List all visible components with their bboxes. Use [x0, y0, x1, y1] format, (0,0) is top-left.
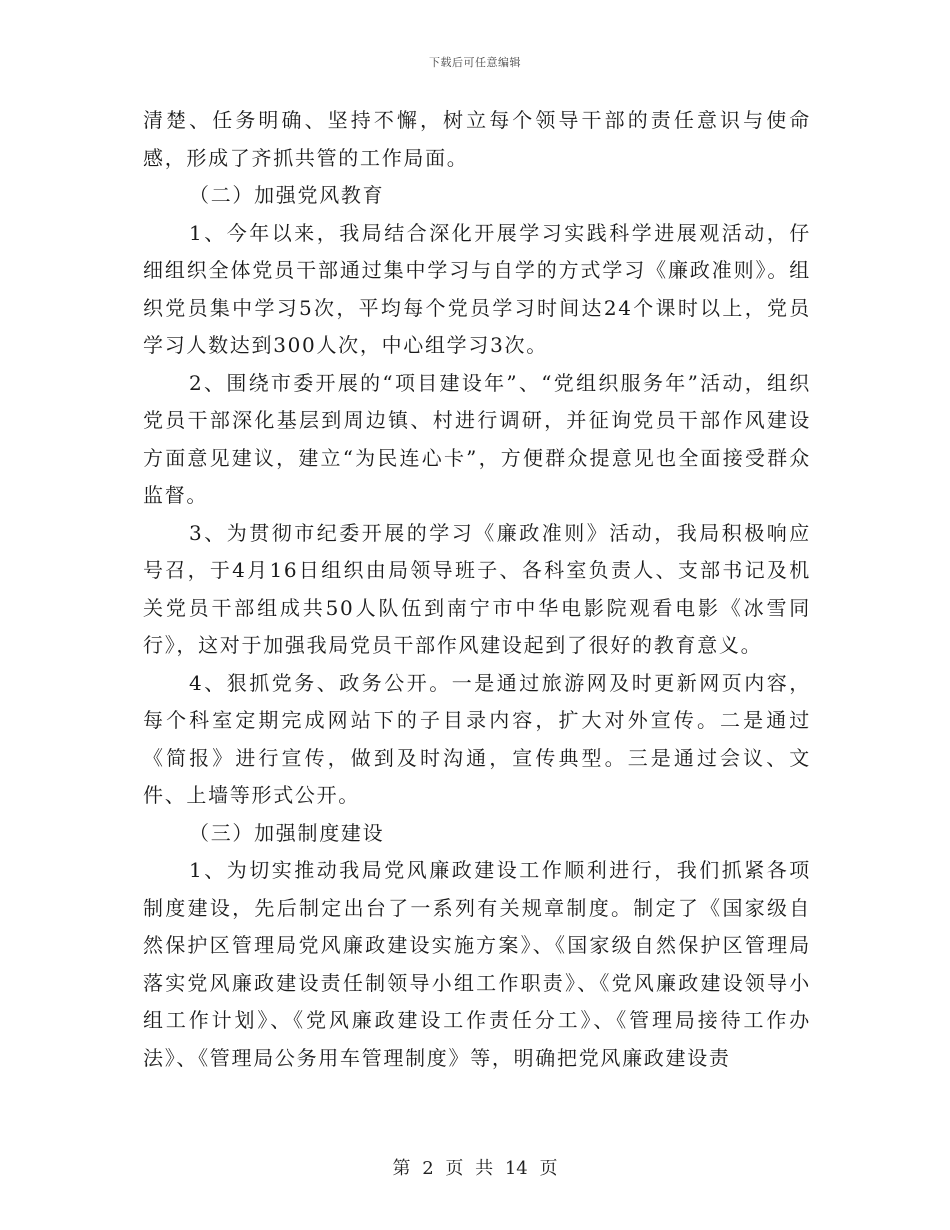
paragraph-item-2: 2、围绕市委开展的“项目建设年”、“党组织服务年”活动，组织党员干部深化基层到周边镇、村进行调研，并征询党员干部作风建设方面意见建议，建立“为民连心卡”，方便群众提意见也全面接受群众监督。: [143, 370, 811, 507]
paragraph-continuation: 清楚、任务明确、坚持不懈，树立每个领导干部的责任意识与使命感，形成了齐抓共管的工作局面。: [143, 108, 811, 170]
section-heading-party-education: （二）加强党风教育: [189, 183, 385, 207]
page-header-note: 下载后可任意编辑: [429, 56, 521, 69]
paragraph-item-3: 3、为贯彻市纪委开展的学习《廉政准则》活动，我局积极响应号召，于4月16日组织由局领导班子、各科室负责人、支部书记及机关党员干部组成共50人队伍到南宁市中华电影院观看电影《冰雪同行》，这对于加强我局党员干部作风建设起到了很好的教育意义。: [143, 520, 811, 657]
page-number: 第 2 页 共 14 页: [392, 1158, 558, 1179]
paragraph-item-1: 1、今年以来，我局结合深化开展学习实践科学进展观活动，仔细组织全体党员干部通过集中学习与自学的方式学习《廉政准则》。组织党员集中学习5次，平均每个党员学习时间达24个课时以上，党员学习人数达到300人次，中心组学习3次。: [143, 220, 811, 357]
paragraph-item-5: 1、为切实推动我局党风廉政建设工作顺利进行，我们抓紧各项制度建设，先后制定出台了一系列有关规章制度。制定了《国家级自然保护区管理局党风廉政建设实施方案》、《国家级自然保护区管理局落实党风廉政建设责任制领导小组工作职责》、《党风廉政建设领导小组工作计划》、《党风廉政建设工作责任分工》、《管理局接待工作办法》、《管理局公务用车管理制度》等，明确把党风廉政建设责: [143, 858, 811, 1070]
section-heading-system-building: （三）加强制度建设: [189, 820, 385, 845]
document-body: [143, 102, 811, 1077]
paragraph-item-4: 4、狠抓党务、政务公开。一是通过旅游网及时更新网页内容，每个科室定期完成网站下的子目录内容，扩大对外宣传。二是通过《简报》进行宣传，做到及时沟通，宣传典型。三是通过会议、文件、上墙等形式公开。: [143, 670, 811, 807]
